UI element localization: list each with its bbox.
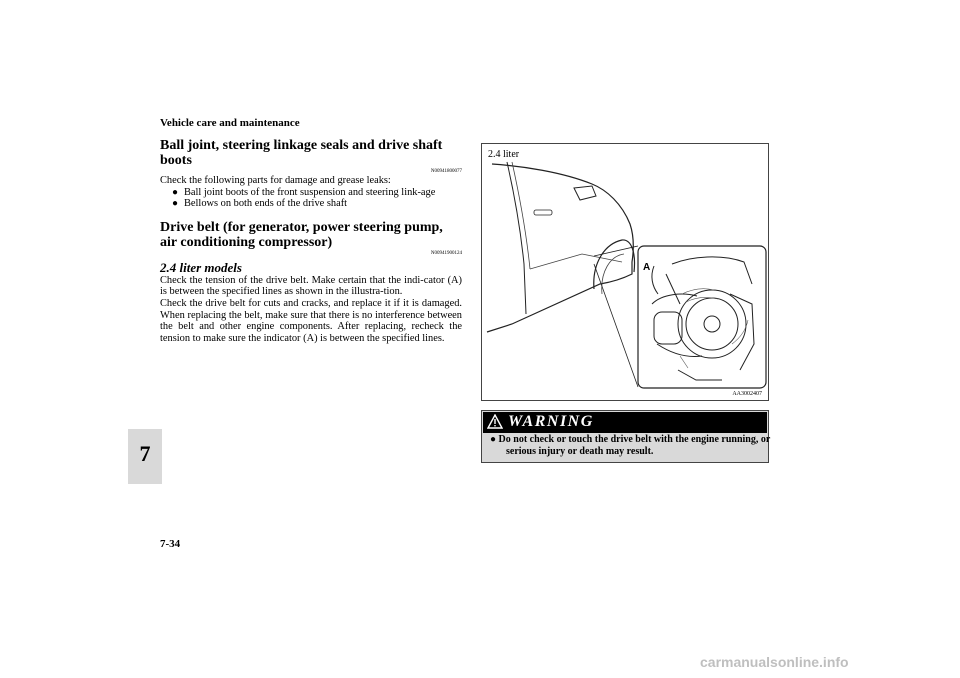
callout-label: A	[643, 262, 651, 273]
warning-triangle-icon	[487, 414, 503, 429]
section-subtitle: 2.4 liter models	[160, 259, 242, 275]
section-code: N00941800077	[430, 169, 462, 174]
section-intro: Check the following parts for damage and grease leaks:	[160, 175, 391, 186]
section-ball-joint	[160, 138, 462, 210]
section-title: Ball joint, steering linkage seals and drive shaft boots	[160, 138, 443, 168]
figure-code: AA3002407	[732, 391, 762, 397]
warning-text: ● Do not check or touch the drive belt with the engine running, or serious injury or death may result.	[490, 434, 771, 457]
list-item: ● Bellows on both ends of the drive shaft	[172, 198, 348, 210]
page-header: Vehicle care and maintenance	[160, 117, 300, 129]
warning-title: WARNING	[508, 413, 594, 430]
parts-list	[160, 187, 462, 210]
paragraph: Check the tension of the drive belt. Make certain that the indi-cator (A) is between the specified lines as shown in the illustra-tion.	[160, 274, 462, 298]
page-number: 7-34	[160, 538, 181, 550]
chapter-tab	[128, 429, 162, 484]
chapter-number: 7	[139, 441, 151, 466]
paragraph: Check the drive belt for cuts and cracks, and replace it if it is damaged. When replacing the belt, make sure that there is no interference between the belt and other engine components. After replacing, recheck the tension to make sure the indicator (A) is between the specified lines.	[160, 297, 462, 344]
watermark-footer: carmanualsonline.info	[700, 654, 849, 670]
list-item: ● Ball joint boots of the front suspension and steering link-age	[172, 186, 436, 198]
left-column	[160, 138, 462, 344]
figure-label: 2.4 liter	[488, 149, 520, 160]
car-engine-drawing	[482, 144, 768, 400]
drive-belt-illustration	[481, 143, 769, 401]
bullet-icon: ●	[490, 434, 499, 445]
warning-header	[483, 412, 767, 433]
bullet-icon: ●	[172, 198, 179, 210]
section-title: Drive belt (for generator, power steering pump, air conditioning compressor)	[160, 219, 443, 250]
bullet-icon: ●	[172, 186, 179, 198]
warning-box	[481, 410, 769, 463]
section-drive-belt	[160, 220, 462, 345]
section-code: N00941900124	[430, 250, 462, 256]
